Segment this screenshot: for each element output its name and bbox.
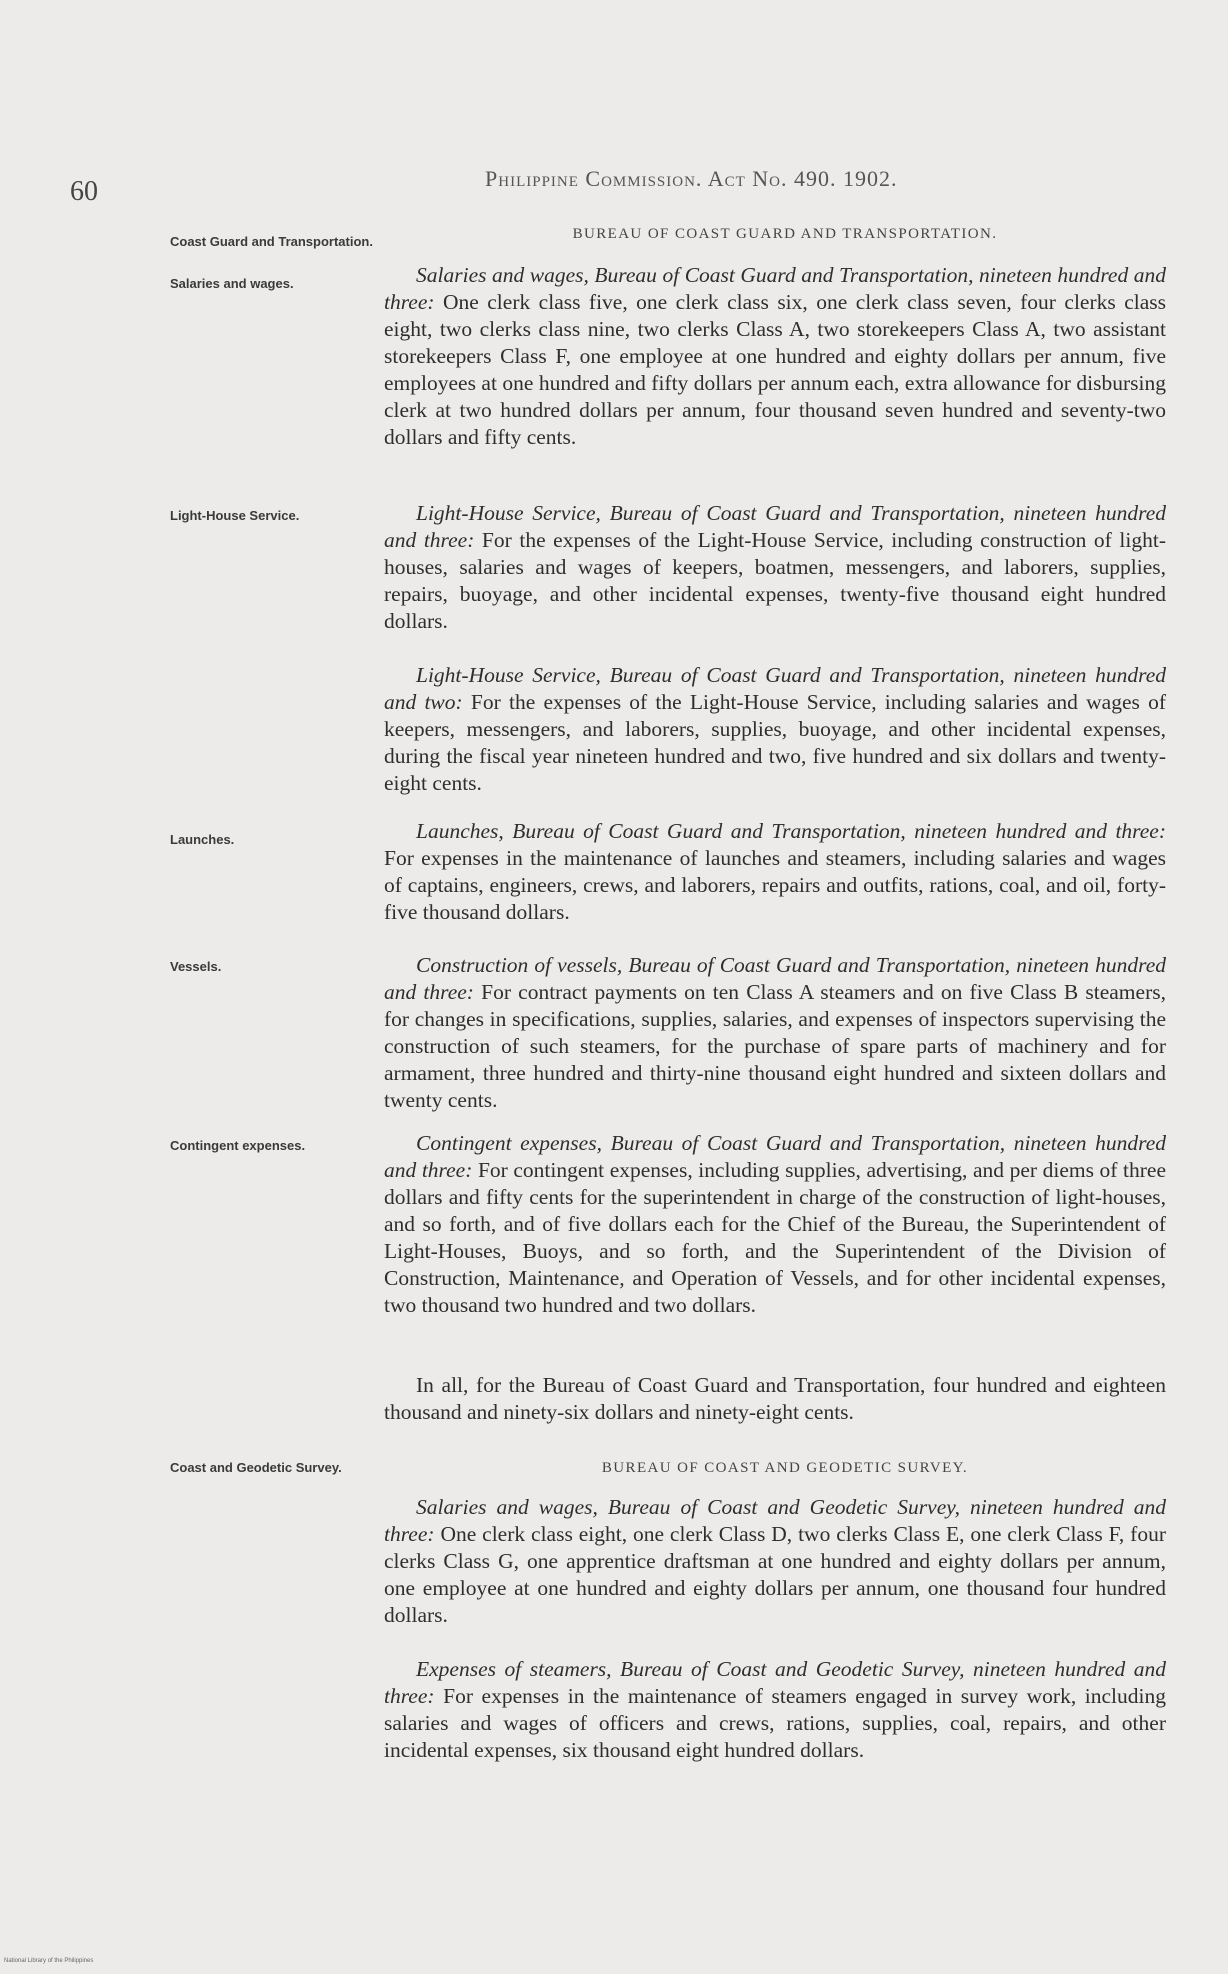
- paragraph-body: For contract payments on ten Class A steamers and on five Class B steamers, for changes in specifications, supplies, salaries, and expenses of inspectors supervising the construction of such steamers, for the purchase of spare parts of machinery and for armament, three hundred and thirty-nine thousand eight hundred and sixteen dollars and twenty cents.: [384, 980, 1166, 1112]
- paragraph-light-house-1902: [384, 662, 1166, 797]
- margin-note-contingent: Contingent expenses.: [170, 1138, 306, 1153]
- paragraph-lead: Salaries and wages, Bureau of Coast and Geodetic Survey, nineteen hundred and three:: [384, 1495, 1166, 1546]
- margin-note-light-house: Light-House Service.: [170, 508, 300, 523]
- paragraph-lead: Expenses of steamers, Bureau of Coast and Geodetic Survey, nineteen hundred and three:: [384, 1657, 1166, 1708]
- paragraph-lead: Construction of vessels, Bureau of Coast Guard and Transportation, nineteen hundred and three:: [384, 953, 1166, 1004]
- paragraph-body: For contingent expenses, including supplies, advertising, and per diems of three dollars and fifty cents for the superintendent in charge of the construction of light-houses, and so forth, and of five dollars each for the Chief of the Bureau, the Superintendent of Light-Houses, Buoys, and so forth, and the Superintendent of the Division of Construction, Maintenance, and Operation of Vessels, and for other incidental expenses, two thousand two hundred and two dollars.: [384, 1158, 1166, 1317]
- paragraph-lead: Salaries and wages, Bureau of Coast Guard and Transportation, nineteen hundred and three:: [384, 263, 1166, 314]
- paragraph-salaries: [384, 262, 1166, 451]
- paragraph-total: [384, 1372, 1166, 1426]
- paragraph-vessels: [384, 952, 1166, 1114]
- paragraph-body: For the expenses of the Light-House Service, including construction of light-houses, salaries and wages of keepers, boatmen, messengers, and laborers, supplies, repairs, buoyage, and other incidental expenses, twenty-five thousand eight hundred dollars.: [384, 528, 1166, 633]
- margin-note-geodetic: Coast and Geodetic Survey.: [170, 1460, 342, 1475]
- paragraph-launches: [384, 818, 1166, 926]
- section-head-geodetic: BUREAU OF COAST AND GEODETIC SURVEY.: [601, 1460, 969, 1476]
- paragraph-lead: Light-House Service, Bureau of Coast Guard and Transportation, nineteen hundred and two:: [384, 663, 1166, 714]
- paragraph-lead: Launches, Bureau of Coast Guard and Transportation, nineteen hundred and three:: [416, 819, 1166, 843]
- paragraph-light-house-1903: [384, 500, 1166, 635]
- paragraph-lead: Light-House Service, Bureau of Coast Guard and Transportation, nineteen hundred and three:: [384, 501, 1166, 552]
- footer-credit: National Library of the Philippines: [4, 1958, 94, 1964]
- paragraph-contingent: [384, 1130, 1166, 1319]
- paragraph-body: For expenses in the maintenance of launches and steamers, including salaries and wages of captains, engineers, crews, and laborers, repairs and outfits, rations, coal, and oil, forty-five thousand dollars.: [384, 846, 1166, 924]
- section-head-coast-guard: BUREAU OF COAST GUARD AND TRANSPORTATION.: [572, 226, 998, 242]
- page-number: 60: [70, 176, 98, 207]
- paragraph-body: For the expenses of the Light-House Service, including salaries and wages of keepers, messengers, and laborers, supplies, buoyage, and other incidental expenses, during the fiscal year nineteen hundred and two, five hundred and six dollars and twenty-eight cents.: [384, 690, 1166, 795]
- running-head: Philippine Commission. Act No. 490. 1902.: [485, 166, 898, 191]
- paragraph-body: For expenses in the maintenance of steamers engaged in survey work, including salaries and wages of officers and crews, rations, supplies, coal, repairs, and other incidental expenses, six thousand eight hundred dollars.: [384, 1684, 1166, 1762]
- paragraph-geodetic-salaries: [384, 1494, 1166, 1629]
- margin-note-salaries: Salaries and wages.: [170, 276, 294, 291]
- paragraph-body: In all, for the Bureau of Coast Guard and Transportation, four hundred and eighteen thousand and ninety-six dollars and ninety-eight cents.: [384, 1373, 1166, 1424]
- margin-note-launches: Launches.: [170, 832, 235, 847]
- paragraph-body: One clerk class five, one clerk class six, one clerk class seven, four clerks class eight, two clerks class nine, two clerks Class A, two storekeepers Class A, two assistant storekeepers Class F, one employee at one hundred and eighty dollars per annum, five employees at one hundred and fifty dollars per annum each, extra allowance for disbursing clerk at two hundred dollars per annum, four thousand seven hundred and seventy-two dollars and fifty cents.: [384, 290, 1166, 449]
- margin-note-vessels: Vessels.: [170, 959, 222, 974]
- paragraph-lead: Contingent expenses, Bureau of Coast Guard and Transportation, nineteen hundred and three:: [384, 1131, 1166, 1182]
- paragraph-body: One clerk class eight, one clerk Class D, two clerks Class E, one clerk Class F, four clerks Class G, one apprentice draftsman at one hundred and eighty dollars per annum, one employee at one hundred and eighty dollars per annum, one thousand four hundred dollars.: [384, 1522, 1166, 1627]
- margin-note-coast-guard: Coast Guard and Transportation.: [170, 234, 373, 249]
- paragraph-steamers: [384, 1656, 1166, 1764]
